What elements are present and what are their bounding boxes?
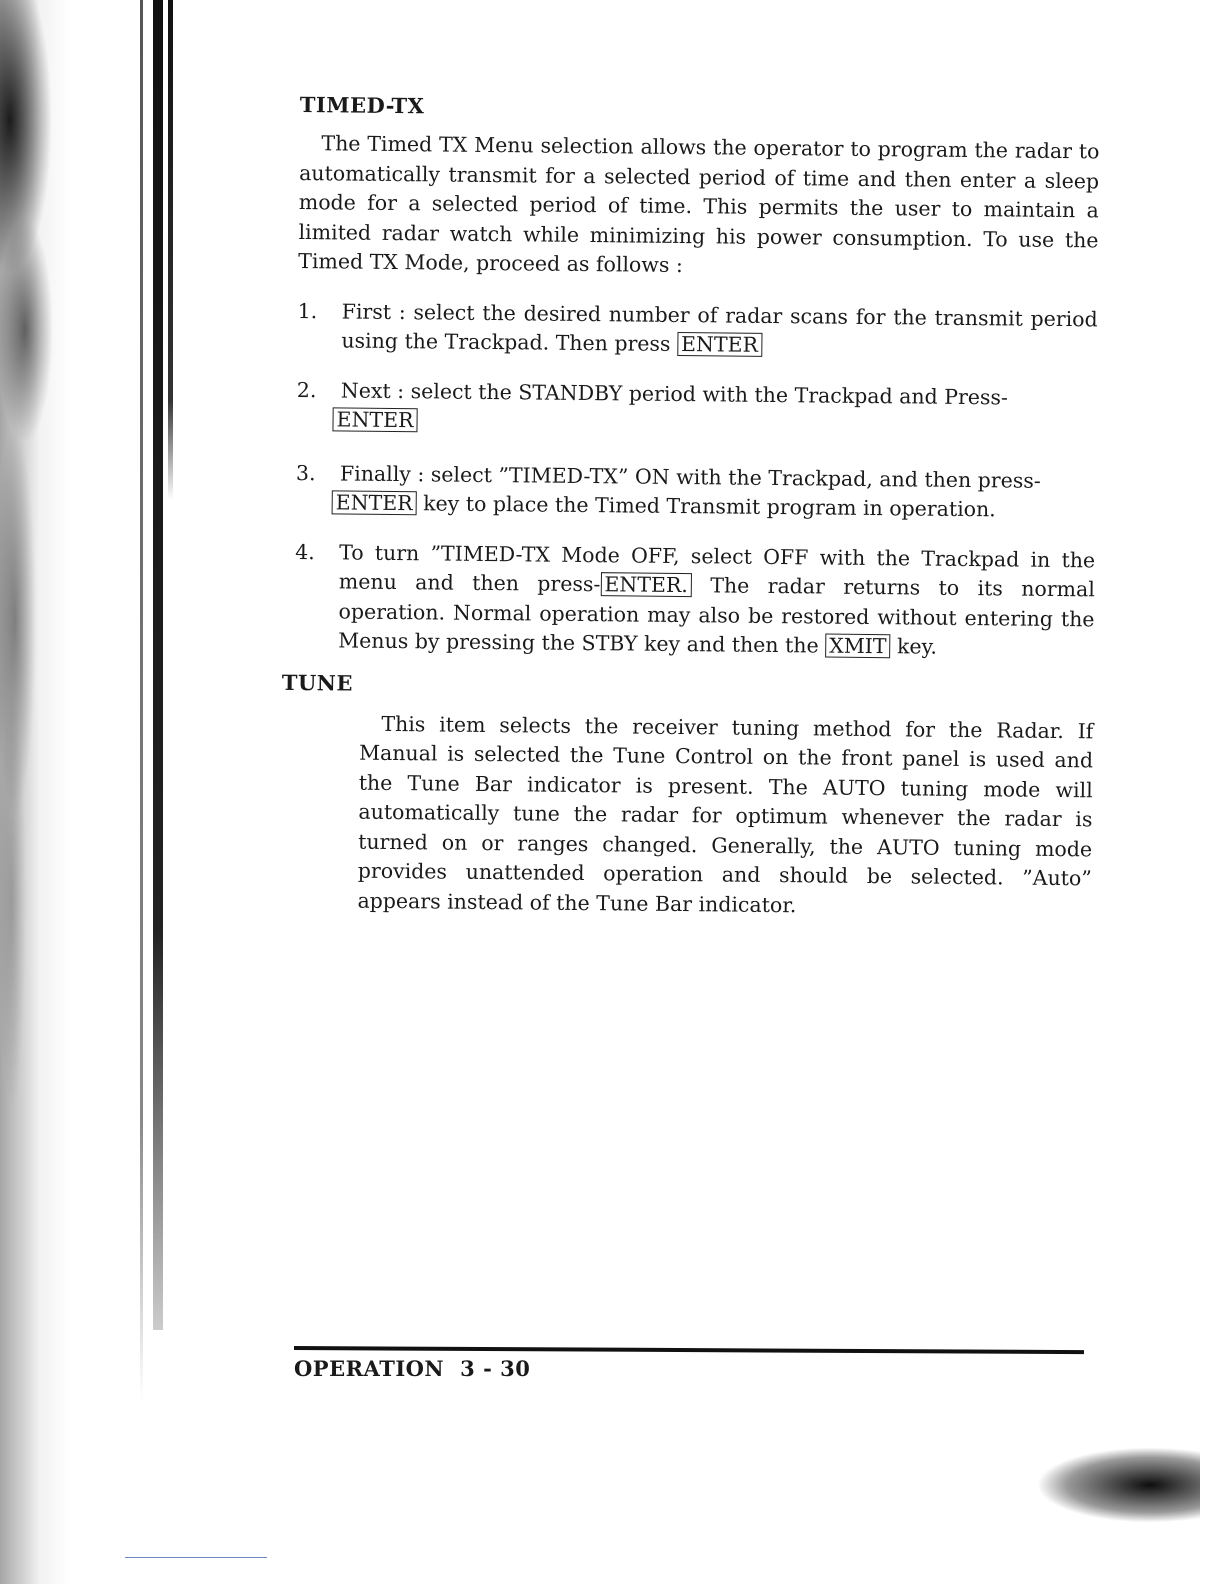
step-text: key. (890, 634, 938, 659)
page-curl-shadow (940, 1440, 1200, 1560)
step-text: Next : select the STANDBY period with the Trackpad and Press- (340, 377, 1009, 409)
step-text: The radar returns to its normal operation. Normal operation may also be restored without entering the Menus by pressing the STBY key and then the (338, 573, 1095, 658)
list-number: 3. (295, 460, 316, 485)
binding-edge-line (168, 0, 173, 500)
step-text: First : select the desired number of radar scans for the transmit period using the Trackpad. Then press (341, 298, 1098, 356)
footer-rule (294, 1346, 1084, 1354)
list-number: 2. (296, 377, 317, 402)
list-item (296, 375, 1097, 442)
list-item (296, 458, 1097, 525)
list-item (294, 537, 1095, 663)
timed-tx-intro: The Timed TX Menu selection allows the operator to program the radar to automatically transmit for a selected period of time and then enter a sleep mode for a selected period of time. This permits the user to maintain a limited radar watch while minimizing his power consumption. To use the Timed TX Mode, proceed as follows : (298, 131, 1100, 278)
page-number: 3 - 30 (460, 1356, 531, 1381)
enter-key-label: ENTER (332, 490, 417, 515)
section-heading-tune: TUNE (281, 669, 354, 696)
step-text: key to place the Timed Transmit program in operation. (416, 491, 996, 522)
footer-section: OPERATION (294, 1356, 445, 1381)
page-footer (294, 1346, 1084, 1381)
enter-key-label: ENTER (332, 407, 417, 432)
page-content (281, 92, 1100, 923)
xmit-key-label: XMIT (825, 634, 891, 659)
binding-edge-line (140, 0, 143, 1400)
timed-tx-steps (294, 296, 1098, 663)
footer-text (294, 1356, 1084, 1381)
step-text: To turn ”TIMED-TX Mode OFF, select OFF with the Trackpad in the menu and then press- (338, 539, 1096, 597)
list-number: 4. (295, 539, 315, 564)
section-heading-timed-tx: TIMED-TX (299, 92, 425, 119)
step-text: Finally : select ”TIMED-TX” ON with the Trackpad, and then press- (339, 460, 1041, 493)
list-number: 1. (297, 298, 318, 323)
enter-key-label: ENTER. (600, 572, 692, 597)
enter-key-label: ENTER (677, 332, 762, 357)
scan-artifact-line (125, 1557, 267, 1558)
list-item (297, 296, 1098, 363)
tune-body: This item selects the receiver tuning method for the Radar. If Manual is selected the Tune Control on the front panel is used and the Tune Bar indicator is present. The AUTO tuning mode will automatically tune the radar for optimum whenever the radar is turned on or ranges changed. Generally, the AUTO tuning mode provides unattended operation and should be selected. ”Auto” appears instead of the Tune Bar indicator. (357, 711, 1094, 917)
binding-edge-line (153, 0, 163, 1330)
